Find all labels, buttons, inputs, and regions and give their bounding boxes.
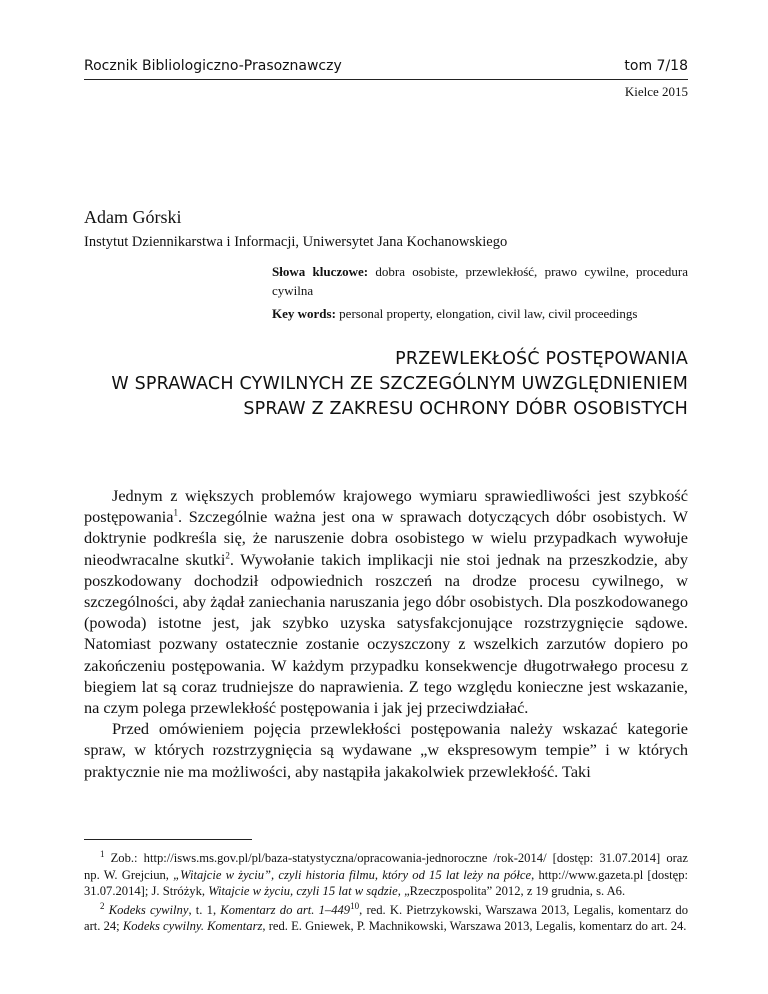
footnote-2 <box>84 902 688 935</box>
place-year: Kielce 2015 <box>624 84 688 99</box>
title-line-1: PRZEWLEKŁOŚĆ POSTĘPOWANIA <box>395 349 688 369</box>
footnote-2-italic-2: Komentarz do art. 1–449 <box>220 902 351 917</box>
article-body <box>84 485 688 782</box>
footnote-1 <box>84 850 688 900</box>
volume-number: tom 7/18 <box>624 58 688 74</box>
keywords-en-text: personal property, elongation, civil law, civil proceedings <box>339 306 638 321</box>
footnote-2-italic-1: Kodeks cywilny <box>108 902 189 917</box>
keywords-block <box>272 262 688 327</box>
footnote-1-text-c: , „Rzeczpospolita” 2012, z 19 grudnia, s. A6. <box>397 884 626 898</box>
keywords-pl-text: dobra osobiste, przewlekłość, prawo cywilne, procedura cywilna <box>272 264 688 298</box>
footnote-1-text-b: , http://www.gazeta.pl [dostęp: 31.07.2014]; J. Stróżyk, <box>84 867 688 898</box>
author-affiliation: Instytut Dziennikarstwa i Informacji, Uniwersytet Jana Kochanowskiego <box>84 234 508 250</box>
footnote-1-number: 1 <box>100 848 105 859</box>
footnote-2-text-a: , t. 1, <box>188 902 221 917</box>
footnotes <box>84 850 688 937</box>
header-rule <box>84 79 688 80</box>
keywords-en-label: Key words: <box>272 306 336 321</box>
footnote-separator <box>84 839 252 840</box>
footnote-2-superscript: 10 <box>350 900 360 911</box>
footnote-2-number: 2 <box>100 900 105 911</box>
footnote-ref-1: 1 <box>173 507 179 518</box>
footnote-ref-2: 2 <box>225 550 230 561</box>
title-line-2: W SPRAWACH CYWILNYCH ZE SZCZEGÓLNYM UWZGLĘDNIENIEM <box>111 374 688 394</box>
title-line-3: SPRAW Z ZAKRESU OCHRONY DÓBR OSOBISTYCH <box>243 399 688 419</box>
p1-text-c: . Wywołanie takich implikacji nie stoi jednak na przeszkodzie, aby poszkodowany dochodził odpowiednich roszczeń na drodze procesu cywilnego, w szczególności, aby żądał zaniechania naruszania jego dóbr osobistych. Dla poszkodowanego (powoda) istotne jest, jak szybko uzyska satysfakcjonujące rozstrzygnięcie sądowe. Natomiast pozwany ostatecznie zostanie oczyszczony z wszelkich zarzutów dopiero po zakończeniu postępowania. W każdym przypadku konsekwencje długotrwałego procesu z biegiem lat są coraz trudniejsze do naprawienia. Z tego względu konieczne jest wskazanie, na czym polega przewlekłość postępowania i jak jej przeciwdziałać. <box>84 549 688 718</box>
footnote-2-text-b: , red. K. Pietrzykowski, Warszawa 2013, Legalis, komentarz do art. 24; <box>84 902 688 933</box>
p1-text-b: . Szczególnie ważna jest ona w sprawach dotyczących dóbr osobistych. W doktrynie podkreśla się, że naruszenie dobra osobistego w wielu przypadkach wywołuje nieodwracalne skutki <box>84 507 688 569</box>
footnote-1-text-a: Zob.: http://isws.ms.gov.pl/pl/baza-statystyczna/opracowania-jednoroczne /rok-2014/ [dostęp: 31.07.2014] oraz np. W. Grejciun, <box>84 851 688 882</box>
keywords-pl <box>272 262 688 300</box>
author-name: Adam Górski <box>84 207 182 227</box>
keywords-en <box>272 304 688 323</box>
footnote-2-text-c: , red. E. Gniewek, P. Machnikowski, Warszawa 2013, Legalis, komentarz do art. 24. <box>262 919 687 933</box>
body-paragraph-2: Przed omówieniem pojęcia przewlekłości postępowania należy wskazać kategorie spraw, w których rozstrzygnięcia są wydawane „w ekspresowym tempie” i w których praktycznie nie ma możliwości, aby nastąpiła jakakolwiek przewlekłość. Taki <box>84 719 688 781</box>
article-title <box>48 347 688 422</box>
footnote-2-italic-3: Kodeks cywilny. Komentarz <box>122 919 263 933</box>
footnote-1-italic-1: „Witajcie w życiu”, czyli historia filmu, który od 15 lat leży na półce <box>173 867 532 882</box>
body-paragraph-1 <box>84 485 688 718</box>
journal-name: Rocznik Bibliologiczno-Prasoznawczy <box>84 58 342 74</box>
keywords-pl-label: Słowa kluczowe: <box>272 264 369 279</box>
p1-text-a: Jednym z większych problemów krajowego wymiaru sprawiedliwości jest szybkość postępowania <box>84 486 688 527</box>
footnote-1-italic-2: Witajcie w życiu, czyli 15 lat w sądzie <box>208 884 398 898</box>
